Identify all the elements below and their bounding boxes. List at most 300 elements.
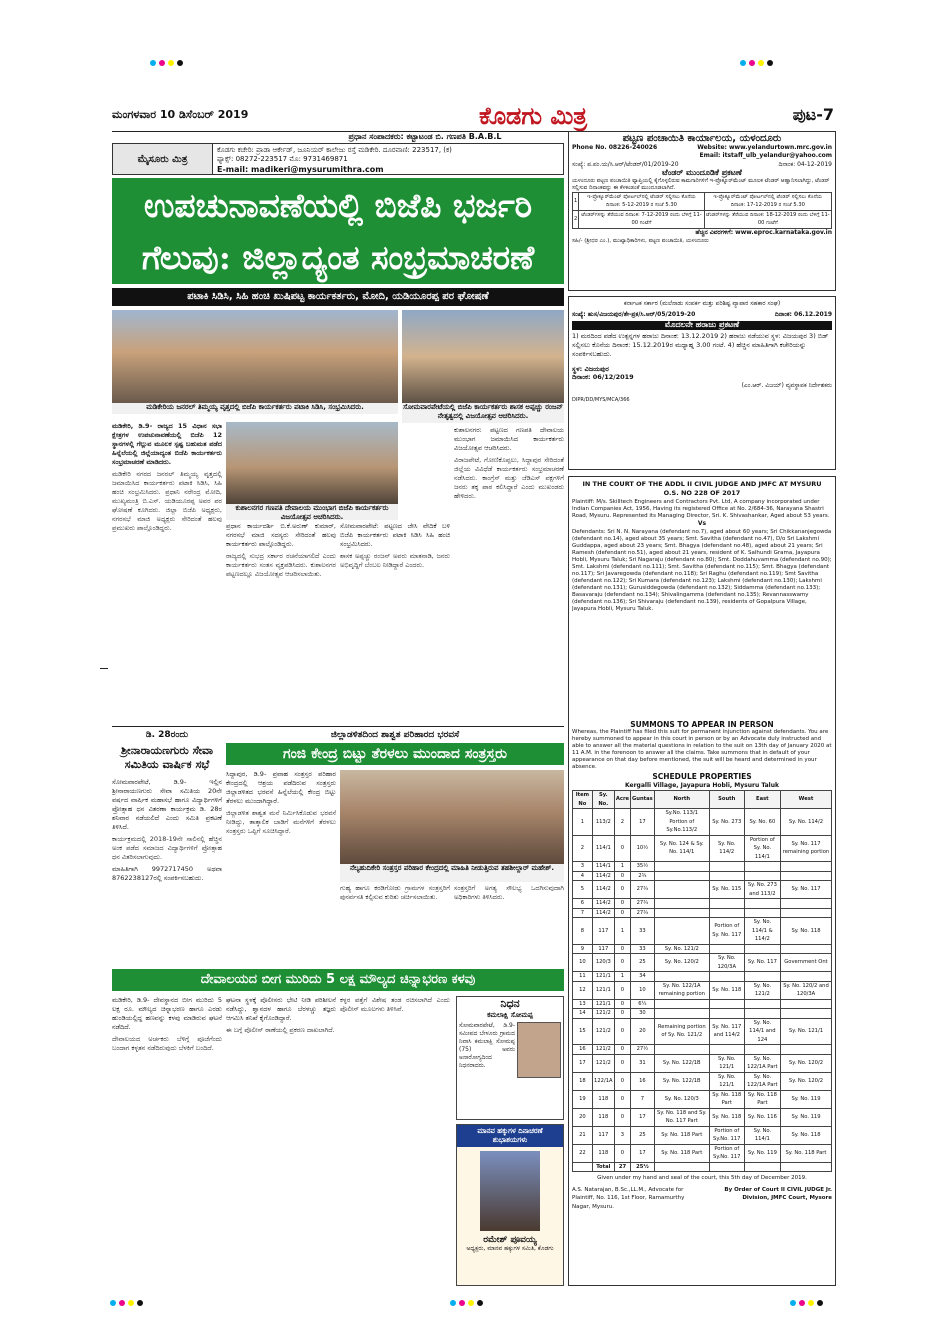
color-registration-dots	[740, 60, 773, 66]
page-number: ಪುಟ-7	[792, 105, 834, 124]
table-cell: ಇ-ಪ್ರೊಕ್ಯೂರ್‌ಮೆಂಟ್ ಪೋರ್ಟಲ್‌ನಲ್ಲಿ ಟೆಂಡರ್ ಸಲ್ಲಿಸಲು ಕೊನೆಯ ದಿನಾಂಕ: 5-12-2019 ರ ಸಂಜೆ 5.30	[579, 192, 704, 210]
table-cell: 114/2	[592, 899, 614, 909]
table-cell: Sy. No. 118 and Sy. No. 117 Part	[654, 1108, 709, 1126]
table-cell: Sy. No. 121/2	[654, 944, 709, 954]
obituary-box	[456, 996, 564, 1120]
temple-theft-headline: ದೇವಾಲಯದ ಬೀಗ ಮುರಿದು 5 ಲಕ್ಷ ಮೌಲ್ಯದ ಚಿನ್ನಾಭರಣ ಕಳವು	[112, 969, 564, 991]
table-cell: 0	[614, 908, 630, 918]
schedule-table	[572, 790, 832, 1172]
ganji-headline: ಗಂಜಿ ಕೇಂದ್ರ ಬಿಟ್ಟು ತೆರಳಲು ಮುಂದಾದ ಸಂತ್ರಸ್ತರು	[226, 743, 564, 765]
table-cell: 12	[573, 981, 593, 999]
table-row	[573, 944, 832, 954]
table-cell: Sy. No. 121/2	[744, 981, 780, 999]
table-cell: 122/1A	[592, 1072, 614, 1090]
table-cell: 0	[614, 954, 630, 972]
ganji-body	[226, 770, 336, 966]
panchayat-notice-body: ಯಳಂದೂರು ಪಟ್ಟಣ ಪಂಚಾಯಿತಿ ವ್ಯಾಪ್ತಿಯಲ್ಲಿ ಕೈಗೊಳ್ಳಲಿರುವ ಕಾಮಗಾರಿಗಳಿಗೆ ಇ-ಪ್ರೊಕ್ಯೂರ್‌ಮೆಂಟ್ ಮೂಲಕ ಟೆಂಡರ್ ಆಹ್ವಾನಿಸಲಾಗಿದ್ದು, ಟೆಂಡರ್ ಸಲ್ಲಿಸುವ ದಿನಾಂಕವನ್ನು ಈ ಕೆಳಕಂಡಂತೆ ಮುಂದೂಡಲಾಗಿದೆ.	[572, 177, 830, 191]
table-cell: Sy. No. 114/2	[709, 835, 744, 862]
table-cell: Sy. No. 121/1	[780, 1018, 831, 1045]
ganji-text: ಜಿಲ್ಲಾಡಳಿತ ಶಾಶ್ವತ ಮನೆ ನಿರ್ಮಿಸಿಕೊಡುವ ಭರವಸೆ ನೀಡಿದ್ದು, ತಾತ್ಕಾಲಿಕ ಬಾಡಿಗೆ ಮನೆಗಳಿಗೆ ತೆರಳಲು ಸಂತ್ರಸ್ತರು ಒಪ್ಪಿಗೆ ಸೂಚಿಸಿದ್ದಾರೆ.	[226, 809, 336, 835]
panchayat-email: Email: itstaff_ulb_yelandur@yahoo.com	[699, 152, 832, 159]
table-cell: 22	[573, 1144, 593, 1162]
table-row	[573, 862, 832, 872]
court-given: Given under my hand and seal of the court, this 5th day of December 2019.	[597, 1175, 807, 1181]
table-row	[573, 999, 832, 1009]
table-cell: Sy. No. 118	[780, 918, 831, 945]
table-cell: Sy. No. 118	[780, 1126, 831, 1144]
table-cell: 17	[631, 1144, 655, 1162]
table-cell: 31	[631, 1054, 655, 1072]
table-cell	[654, 918, 709, 945]
table-cell: ಟೆಂಡರ್‌ಗಳನ್ನು ತೆರೆಯುವ ದಿನಾಂಕ: 18-12-2019 ರಂದು ಬೆಳಿಗ್ಗೆ 11-00 ಗಂಟೆಗೆ	[705, 211, 830, 226]
table-cell: 3	[573, 862, 593, 872]
court-summons-notice	[568, 476, 836, 1286]
table-cell: Sy. No. 120/3A	[709, 954, 744, 972]
table-cell: Sy. No. 118	[709, 1108, 744, 1126]
table-cell: 0	[614, 999, 630, 1009]
table-cell	[654, 862, 709, 872]
schedule-title: SCHEDULE PROPERTIES	[652, 772, 752, 781]
main-subhead: ಪಟಾಕಿ ಸಿಡಿಸಿ, ಸಿಹಿ ಹಂಚಿ ಖುಷಿಪಟ್ಟ ಕಾರ್ಯಕರ್ತರು, ಮೋದಿ, ಯಡಿಯೂರಪ್ಪ ಪರ ಘೋಷಣೆ	[112, 288, 564, 306]
table-cell: 5	[573, 881, 593, 899]
panchayat-phone: Phone No. 08226-240026	[572, 143, 658, 151]
table-cell	[654, 881, 709, 899]
table-cell: 17	[573, 1054, 593, 1072]
temple-theft-text: ಘಟನಾ ಸ್ಥಳಕ್ಕೆ ಪೊಲೀಸರು ಭೇಟಿ ನೀಡಿ ಪರಿಶೀಲನೆ ನಡೆಸಿದ್ದು, ಶ್ವಾನದಳ ಹಾಗೂ ಬೆರಳಚ್ಚು ತಜ್ಞರು ಆಗಮಿಸಿ ತನಿಖೆ ಕೈಗೊಂಡಿದ್ದಾರೆ.	[226, 996, 336, 1022]
temple-theft-body	[112, 996, 222, 1286]
table-cell: 33	[631, 918, 655, 945]
table-cell: 0	[614, 1045, 630, 1055]
table-row	[573, 981, 832, 999]
auction-body: 1) ಮರದಿಂದ ಪಡೆದ ಉತ್ಪನ್ನಗಳ ಹರಾಜು ದಿನಾಂಕ: 13.12.2019 2) ಹರಾಜು ನಡೆಯುವ ಸ್ಥಳ: ವಿಜಯಪುರ 3) ಬಿಡ್ ಸಲ್ಲಿಸಲು ಕೊನೆಯ ದಿನಾಂಕ: 15.12.2019ರ ಮಧ್ಯಾಹ್ನ 3.00 ಗಂಟೆ. 4) ಹೆಚ್ಚಿನ ಮಾಹಿತಿಗಾಗಿ ಕಚೇರಿಯನ್ನು ಸಂಪರ್ಕಿಸಬಹುದು.	[572, 331, 829, 358]
table-cell: 2	[573, 210, 579, 228]
column-header: West	[780, 791, 831, 809]
auction-signatory: (ಎಂ.ಆರ್. ವಿಜಯ್) ವ್ಯವಸ್ಥಾಪಕ ನಿರ್ದೇಶಕರು	[741, 381, 832, 389]
table-cell: 121/2	[592, 1054, 614, 1072]
table-cell: 17	[631, 809, 655, 836]
office-info-bar	[112, 143, 564, 175]
table-cell: Sy. No. 118 Part	[780, 1144, 831, 1162]
table-cell	[744, 908, 780, 918]
auction-date: ದಿನಾಂಕ: 06.12.2019	[774, 310, 832, 318]
obituary-title: ನಿಧನ	[500, 997, 520, 1010]
temple-theft-text: ದೇವಾಲಯದ ಅರ್ಚಕರು ಬೆಳಿಗ್ಗೆ ಪೂಜೆಗೆಂದು ಬಂದಾಗ ಕಳ್ಳತನ ನಡೆದಿರುವುದು ಬೆಳಕಿಗೆ ಬಂದಿದೆ.	[112, 1035, 222, 1052]
column-header: North	[654, 791, 709, 809]
ganji-kicker: ಜಿಲ್ಲಾಡಳಿತದಿಂದ ಶಾಶ್ವತ ಪರಿಹಾರದ ಭರವಸೆ	[330, 730, 460, 740]
temple-theft-text: ಮಡಿಕೇರಿ, ಡಿ.9- ದೇವಸ್ಥಾನದ ಬೀಗ ಮುರಿದು 5 ಲಕ್ಷ ರೂ. ಮೌಲ್ಯದ ಚಿನ್ನಾಭರಣ ಹಾಗೂ ಎರಡು ಹುಂಡಿಯಲ್ಲಿದ್ದ ಹಣವನ್ನು ಕಳವು ಮಾಡಿರುವ ಘಟನೆ ನಡೆದಿದೆ.	[112, 996, 222, 1031]
table-cell	[654, 908, 709, 918]
table-row	[573, 1126, 832, 1144]
table-total-row	[573, 1162, 832, 1172]
table-cell	[709, 1045, 744, 1055]
table-cell: 34	[631, 972, 655, 982]
srinarayana-text: ಕಾರ್ಯಕ್ರಮದಲ್ಲಿ 2018-19ನೇ ಸಾಲಿನಲ್ಲಿ ಹೆಚ್ಚಿನ ಅಂಕ ಪಡೆದ ಸಮಾಜದ ವಿದ್ಯಾರ್ಥಿಗಳಿಗೆ ಪ್ರೋತ್ಸಾಹ ಧನ ವಿತರಿಸಲಾಗುವುದು.	[112, 835, 222, 861]
greeting-role: ಅಧ್ಯಕ್ಷರು, ಮಾನವ ಹಕ್ಕುಗಳ ಸಮಿತಿ, ಕೊಡಗು	[466, 1245, 554, 1252]
column-header: Item No	[573, 791, 593, 809]
table-row	[573, 1144, 832, 1162]
table-cell: 121/2	[592, 1009, 614, 1019]
table-cell	[709, 1162, 744, 1172]
section-rule	[112, 726, 564, 727]
auction-notice	[568, 296, 836, 470]
table-row	[573, 908, 832, 918]
table-cell	[654, 899, 709, 909]
table-cell: Remaining portion of Sy. No. 121/2	[654, 1018, 709, 1045]
ganji-text: ಸಿದ್ದಾಪುರ, ಡಿ.9- ಪ್ರವಾಹ ಸಂತ್ರಸ್ತರ ಪರಿಹಾರ ಕೇಂದ್ರದಲ್ಲಿ ಆಶ್ರಯ ಪಡೆದಿರುವ ಸಂತ್ರಸ್ತರು ಜಿಲ್ಲಾಡಳಿತದ ಭರವಸೆ ಹಿನ್ನೆಲೆಯಲ್ಲಿ ಕೇಂದ್ರ ಬಿಟ್ಟು ತೆರಳಲು ಮುಂದಾಗಿದ್ದಾರೆ.	[226, 770, 336, 805]
table-cell	[744, 871, 780, 881]
table-cell: 1	[573, 809, 593, 836]
table-cell	[780, 899, 831, 909]
srinarayana-text: ಸೋಮವಾರಪೇಟೆ, ಡಿ.9- ಇಲ್ಲಿನ ಶ್ರೀನಾರಾಯಣಗುರು ಸೇವಾ ಸಮಿತಿಯ 20ನೇ ವರ್ಷದ ವಾರ್ಷಿಕ ಮಹಾಸಭೆ ಹಾಗೂ ವಿದ್ಯಾರ್ಥಿಗಳಿಗೆ ಪ್ರೋತ್ಸಾಹ ಧನ ವಿತರಣಾ ಕಾರ್ಯಕ್ರಮ ಡಿ. 28ರ ಶನಿವಾರ ನಡೆಯಲಿದೆ ಎಂದು ಸಮಿತಿ ಪ್ರಕಟಣೆ ತಿಳಿಸಿದೆ.	[112, 778, 222, 831]
column-header: Acre	[614, 791, 630, 809]
table-row	[573, 1072, 832, 1090]
court-case-number: O.S. NO 228 OF 2017	[663, 488, 741, 497]
table-cell	[780, 1045, 831, 1055]
office-contact	[213, 144, 563, 174]
table-cell: Sy. No. 117	[780, 881, 831, 899]
table-cell: 0	[614, 1090, 630, 1108]
table-cell: 1	[614, 918, 630, 945]
table-cell	[780, 1009, 831, 1019]
table-cell: 0	[614, 881, 630, 899]
table-cell: 121/1	[592, 972, 614, 982]
table-cell	[744, 1045, 780, 1055]
table-cell: Sy. No. 118 Part	[744, 1090, 780, 1108]
table-cell: 10½	[631, 835, 655, 862]
table-cell	[744, 999, 780, 1009]
table-cell	[780, 871, 831, 881]
table-cell: 9	[573, 944, 593, 954]
table-cell: 114/1	[592, 835, 614, 862]
table-cell: Sy. No. 122/1A Part	[744, 1072, 780, 1090]
table-cell: Sy. No. 118	[709, 981, 744, 999]
temple-theft-text: ಕಳ್ಳರ ಪತ್ತೆಗೆ ವಿಶೇಷ ತಂಡ ರಚಿಸಲಾಗಿದೆ ಎಂದು ಪೊಲೀಸ್ ಮೂಲಗಳು ತಿಳಿಸಿವೆ.	[340, 996, 450, 1013]
table-cell: ಟೆಂಡರ್‌ಗಳನ್ನು ತೆರೆಯುವ ದಿನಾಂಕ: 7-12-2019 ರಂದು ಬೆಳಿಗ್ಗೆ 11-00 ಗಂಟೆಗೆ	[579, 210, 704, 228]
table-cell: Sy. No. 121/1	[709, 1072, 744, 1090]
table-cell: 0	[614, 944, 630, 954]
table-cell: 27¾	[631, 899, 655, 909]
table-cell: 27¾	[631, 908, 655, 918]
table-cell: 117	[592, 944, 614, 954]
table-cell: Sy. No. 273 and 113/2	[744, 881, 780, 899]
table-cell: Sy.No. 113/1 Portion of Sy.No.113/2	[654, 809, 709, 836]
table-cell: 18	[573, 1072, 593, 1090]
table-cell	[744, 944, 780, 954]
court-plaintiff: Plaintiff: M/s. Skilltech Engineers and Contractors Pvt. Ltd, A company incorporated under Indian Companies Act, 1956, Having its registered Office at No. 2/684-36, Narayana Shastri Road, Mysuru. Represented its Managing Director, Sri. K. Shivashankar, Aged about 53 years.	[572, 499, 830, 519]
table-cell	[709, 871, 744, 881]
celebration-photo-somwarpet	[402, 310, 564, 403]
table-cell: 27½	[631, 1045, 655, 1055]
table-cell: Sy. No. 117 and 114/2	[709, 1018, 744, 1045]
table-cell: 114/2	[592, 908, 614, 918]
table-cell: 8	[573, 918, 593, 945]
table-cell: 0	[614, 1108, 630, 1126]
table-cell: Sy. No. 122/1B	[654, 1072, 709, 1090]
greeting-ad	[456, 1124, 564, 1286]
table-row	[573, 835, 832, 862]
table-row	[573, 1108, 832, 1126]
table-cell: 121/1	[592, 981, 614, 999]
table-cell: Sy. No. 122/1B	[654, 1054, 709, 1072]
table-cell: 0	[614, 1072, 630, 1090]
srinarayana-headline: ಶ್ರೀನಾರಾಯಣಗುರು ಸೇವಾ ಸಮಿತಿಯ ವಾರ್ಷಿಕ ಸಭೆ	[121, 744, 213, 771]
panchayat-footer: ಸಹಿ/- (ಶ್ರೀಧರ ಎಂ.), ಮುಖ್ಯಾಧಿಕಾರಿಗಳು, ಪಟ್ಟಣ ಪಂಚಾಯಿತಿ, ಯಳಂದೂರು	[572, 238, 709, 244]
table-cell: 6	[573, 899, 593, 909]
table-cell: ಇ-ಪ್ರೊಕ್ಯೂರ್‌ಮೆಂಟ್ ಪೋರ್ಟಲ್‌ನಲ್ಲಿ ಟೆಂಡರ್ ಸಲ್ಲಿಸಲು ಕೊನೆಯ ದಿನಾಂಕ: 17-12-2019 ರ ಸಂಜೆ 5.30	[704, 192, 831, 210]
table-cell: Portion of Sy.No. 117	[709, 1144, 744, 1162]
table-cell: 121/2	[592, 1018, 614, 1045]
main-story-text: ರಾಜ್ಯದಲ್ಲಿ ಸುಭದ್ರ ಸರ್ಕಾರ ರಚನೆಯಾಗಲಿದೆ ಎಂದು ಕಾರ್ಯಕರ್ತರು ಸಂತಸ ವ್ಯಕ್ತಪಡಿಸಿದರು. ಕುಶಾಲನಗರ ಪಟ್ಟಣದಲ್ಲೂ ವಿಜಯೋತ್ಸವ ಆಚರಿಸಲಾಯಿತು.	[226, 552, 336, 578]
table-cell: 10	[631, 981, 655, 999]
table-cell: Sy. No. 117	[744, 954, 780, 972]
greeting-name: ರಮೇಶ್ ಪೂವಯ್ಯ	[483, 1235, 537, 1245]
table-cell	[780, 1162, 831, 1172]
ganji-text: ಗುಹ್ಯ ಹಾಗೂ ಕರಡಿಗೋಡು ಗ್ರಾಮಗಳ ಸಂತ್ರಸ್ತರಿಗೆ ಪುನರ್ವಸತಿ ಕಲ್ಪಿಸುವ ಕುರಿತು ಚರ್ಚಿಸಲಾಯಿತು.	[340, 884, 450, 901]
color-registration-dots	[110, 1300, 143, 1306]
table-cell: 2	[614, 809, 630, 836]
table-cell: Total	[592, 1162, 614, 1172]
court-defendants: Defendants: Sri N. N. Narayana (defendant no.7), aged about 60 years; Sri Chikkananjegowda (defendant no.14), aged about 35 years; Smt. Savitha (defendant no.47), D/o Sri Lakshmi Guddappa, aged about 23 years; Smt. Bhagya (defendant no.48), aged about 21 years; Sri Ramesh (defendant no.51), aged about 21 years, resident of K. Salhundi Grama, Jayapura Hobli, Mysuru Taluk; Sri Nagaraju (defendant no.80); Smt. Doddahuvamma (defendant no.90); Smt. Lakshmi (defendant no.111); Smt. Savitha (defendant no.115); Smt. Bhagya (defendant no.117); Sri Javaregowda (defendant no.118); Sri Raghu (defendant no.119); Smt Savitha (defendant no.122); Sri Kumara (defendant no.123); Lakshmi (defendant no.130); Lakshmi (defendant no.131); Gurusiddegowda (defendant no.132); Siddamma (defendant no.133); Basavaraju (defendant no.134); Shivalingamma (defendant no.135); Revannasswamy (defendant no.136); Sri Shivaraju (defendant no.139), residents of Gopalpura Village, Jayapura Hobli, Mysuru Taluk.	[572, 528, 832, 612]
table-cell: 3	[614, 1126, 630, 1144]
table-cell: 20	[573, 1108, 593, 1126]
office-email: E-mail: madikeri@mysurumithra.com	[217, 164, 384, 174]
main-story-column-3	[340, 522, 450, 722]
obituary-name: ಕಮಲಾಕ್ಷಿ ಸೋಮಪ್ಪ	[487, 1011, 533, 1019]
table-cell: 0	[614, 1054, 630, 1072]
photo-caption-right: ಸೋಮವಾರಪೇಟೆಯಲ್ಲಿ ಬಿಜೆಪಿ ಕಾರ್ಯಕರ್ತರು ಶಾಸಕ ಅಪ್ಪಚ್ಚು ರಂಜನ್ ನೇತೃತ್ವದಲ್ಲಿ ವಿಜಯೋತ್ಸವ ಆಚರಿಸಿದರು.	[402, 403, 564, 423]
table-cell	[744, 1162, 780, 1172]
office-fax: ಫ್ಯಾಕ್ಸ್: 08272-223517 ಮೊ: 9731469871	[217, 155, 348, 164]
table-row	[573, 871, 832, 881]
table-cell	[709, 862, 744, 872]
obituary-text: ಸೋಮವಾರಪೇಟೆ, ಡಿ.9- ಸಮೀಪದ ಬೇಳೂರು ಗ್ರಾಮದ ನಿವಾಸಿ ಕಮಲಾಕ್ಷಿ ಸೋಮಪ್ಪ (75) ಅವರು ಅನಾರೋಗ್ಯದಿಂದ ನಿಧನರಾದರು.	[459, 1022, 515, 1069]
table-cell: 0	[614, 1144, 630, 1162]
table-cell	[780, 972, 831, 982]
panchayat-ref: ಸಂಖ್ಯೆ: ಪ.ಪಂ.ಯ/ಸಿ.ಆರ್/ಟೆಂಡರ್/01/2019-20	[572, 160, 679, 168]
main-story-lead: ಮಡಿಕೇರಿ, ಡಿ.9- ರಾಜ್ಯದ 15 ವಿಧಾನ ಸಭಾ ಕ್ಷೇತ್ರಗಳ ಉಪಚುನಾವಣೆಯಲ್ಲಿ ಬಿಜೆಪಿ 12 ಸ್ಥಾನಗಳಲ್ಲಿ ಗೆಲ್ಲುವ ಮೂಲಕ ಸ್ಪಷ್ಟ ಬಹುಮತ ಪಡೆದ ಹಿನ್ನೆಲೆಯಲ್ಲಿ ಜಿಲ್ಲೆಯಾದ್ಯಂತ ಬಿಜೆಪಿ ಕಾರ್ಯಕರ್ತರು ಸಂಭ್ರಮಾಚರಣೆ ಮಾಡಿದರು.	[112, 422, 222, 466]
table-cell: Sy. No. 116	[744, 1108, 780, 1126]
table-row	[573, 809, 832, 836]
main-story-text-2: ಪ್ರಧಾನ ಕಾರ್ಯದರ್ಶಿ ಬಿ.ಕೆ.ಅರುಣ್ ಕುಮಾರ್, ನಗರಸಭೆ ಮಾಜಿ ಸದಸ್ಯರು ಸೇರಿದಂತೆ ಹಲವು ಕಾರ್ಯಕರ್ತರು ಪಾಲ್ಗೊಂಡಿದ್ದರು.	[226, 522, 336, 548]
court-heading: IN THE COURT OF THE ADDL II CIVIL JUDGE AND JMFC AT MYSURU	[582, 480, 822, 488]
table-cell: Sy. No. 119	[744, 1144, 780, 1162]
table-cell: 16	[573, 1045, 593, 1055]
table-cell: Sy. No. 117 remaining portion	[780, 835, 831, 862]
table-cell: Sy. No. 119	[780, 1090, 831, 1108]
auction-ref: ಸಂಖ್ಯೆ: ಹುಸ/ವಿಜಯಪುರ/ತೇ-ಪ್ರಕ/ಸಿ.ಆರ್/05/2019-20	[572, 310, 696, 318]
table-cell: 121/2	[592, 1045, 614, 1055]
panchayat-notice-title: ಟೆಂಡರ್ ಮುಂದೂಡಿಕೆ ಪ್ರಕಟಣೆ	[662, 168, 742, 177]
table-cell: 30	[631, 1009, 655, 1019]
table-cell: 118	[592, 1108, 614, 1126]
table-cell: 117	[592, 1126, 614, 1144]
table-cell	[709, 899, 744, 909]
table-cell	[709, 999, 744, 1009]
celebration-photo-madikeri	[112, 310, 398, 403]
table-cell: Sy. No. 120/2	[780, 1072, 831, 1090]
greeting-heading: ಮಾನವ ಹಕ್ಕುಗಳ ದಿನಾಚರಣೆ ಶುಭಾಶಯಗಳು	[457, 1125, 563, 1147]
column-header: South	[709, 791, 744, 809]
temple-theft-body-col2	[226, 996, 336, 1286]
table-cell: 117	[592, 918, 614, 945]
ganji-body-col2	[340, 884, 450, 966]
table-cell: 27	[614, 1162, 630, 1172]
court-advocate: A.S. Natarajan, B.Sc.,LL.M., Advocate for Plaintiff, No. 116, 1st Floor, Ramamurthy Nagar, Mysuru.	[572, 1186, 685, 1210]
fold-mark	[100, 668, 108, 669]
srinarayana-dateline: ಡಿ. 28ರಂದು	[145, 730, 189, 740]
table-cell: Sy. No. 118 Part	[654, 1126, 709, 1144]
table-cell: Sy. No. 120/2	[780, 1054, 831, 1072]
table-cell: Portion of Sy. No. 117	[709, 918, 744, 945]
table-cell: 25	[631, 1126, 655, 1144]
srinarayana-phones: ಮಾಹಿತಿಗಾಗಿ 9972717450 ಅಥವಾ 8762238127ರಲ್ಲಿ ಸಂಪರ್ಕಿಸಬಹುದು.	[112, 865, 222, 882]
page-header	[112, 98, 834, 132]
table-cell: 6¼	[631, 999, 655, 1009]
table-cell: 21	[573, 1126, 593, 1144]
table-row	[573, 1054, 832, 1072]
auction-dept: ಕರ್ನಾಟಕ ಸರ್ಕಾರ (ಮಲೆನಾಡು ಸಂಪರ್ಕ ಮತ್ತು ಪರಿಶಿಷ್ಟ ವ್ಯಾಪಾರ ಸಹಕಾರ ಸಂಘ)	[623, 300, 781, 307]
table-cell	[654, 871, 709, 881]
table-header-row	[573, 791, 832, 809]
main-story-text: ಶಾಸಕ ಅಪ್ಪಚ್ಚು ರಂಜನ್ ಅವರು ಮಾತನಾಡಿ, ಜನರು ಅಭಿವೃದ್ಧಿಗೆ ಬೆಂಬಲ ನೀಡಿದ್ದಾರೆ ಎಂದರು.	[340, 552, 450, 569]
table-cell	[654, 1009, 709, 1019]
table-cell: 120/3	[592, 954, 614, 972]
table-cell: 15	[573, 1018, 593, 1045]
panchayat-date-table	[572, 192, 832, 229]
photo-caption-mid: ಕುಶಾಲನಗರ ಗಣಪತಿ ದೇವಾಲಯ ಮುಂಭಾಗ ಬಿಜೆಪಿ ಕಾರ್ಯಕರ್ತರು ವಿಜಯೋತ್ಸವ ಆಚರಿಸಿದರು.	[226, 504, 398, 520]
table-cell	[780, 908, 831, 918]
celebration-photo-kushalnagar	[226, 422, 398, 504]
relief-center-photo	[340, 770, 564, 864]
table-cell: Portion of Sy.No. 117	[709, 1126, 744, 1144]
auction-code: DIPR/DD/MYS/MCA/366	[572, 397, 630, 403]
table-cell	[654, 1162, 709, 1172]
table-row	[573, 210, 832, 228]
table-cell: Sy. No. 273	[709, 809, 744, 836]
table-cell: 113/2	[592, 809, 614, 836]
obituary-photo	[517, 1022, 561, 1078]
table-cell: 2¾	[631, 871, 655, 881]
table-cell: 118	[592, 1144, 614, 1162]
table-cell: 114/1	[592, 862, 614, 872]
table-cell	[744, 899, 780, 909]
table-cell: 0	[614, 1018, 630, 1045]
srinarayana-body	[112, 778, 222, 966]
main-story-column-2	[226, 522, 336, 722]
table-cell	[654, 1045, 709, 1055]
table-cell: 0	[614, 871, 630, 881]
table-cell: Sy. No. 121/1	[709, 1054, 744, 1072]
temple-theft-body-col3	[340, 996, 450, 1286]
table-cell: 1	[614, 972, 630, 982]
table-row	[573, 192, 832, 210]
table-cell: Sy. No. 122/1A remaining portion	[654, 981, 709, 999]
column-header: Sy. No.	[592, 791, 614, 809]
court-vs: Vs	[697, 520, 707, 527]
table-cell: Sy. No. 120/2 and 120/3A	[780, 981, 831, 999]
table-cell: Sy. No. 118 Part	[654, 1144, 709, 1162]
temple-theft-text: ಈ ಬಗ್ಗೆ ಪೊಲೀಸ್ ಠಾಣೆಯಲ್ಲಿ ಪ್ರಕರಣ ದಾಖಲಾಗಿದೆ.	[226, 1026, 335, 1034]
panchayat-office: ಪಟ್ಟಣ ಪಂಚಾಯಿತಿ ಕಾರ್ಯಾಲಯ, ಯಳಂದೂರು	[622, 133, 782, 144]
table-cell	[573, 1162, 593, 1172]
table-cell	[744, 862, 780, 872]
table-cell: 10	[573, 954, 593, 972]
table-cell	[780, 944, 831, 954]
table-row	[573, 918, 832, 945]
auction-title: ಮೊದಲನೇ ಹರಾಜು ಪ್ರಕಟಣೆ	[572, 321, 832, 330]
table-cell	[709, 908, 744, 918]
table-cell: 7	[631, 1090, 655, 1108]
table-cell: Sy. No. 120/2	[654, 954, 709, 972]
table-cell: 2	[573, 835, 593, 862]
table-row	[573, 1018, 832, 1045]
color-registration-dots	[790, 1300, 823, 1306]
table-cell: 19	[573, 1090, 593, 1108]
table-cell: Sy. No. 114/1 & 114/2	[744, 918, 780, 945]
main-story-text-3: ಸೋಮವಾರಪೇಟೆ: ಪಟ್ಟಣದ ಜೇಸಿ ವೇದಿಕೆ ಬಳಿ ಬಿಜೆಪಿ ಕಾರ್ಯಕರ್ತರು ಪಟಾಕಿ ಸಿಡಿಸಿ ಸಿಹಿ ಹಂಚಿ ಸಂಭ್ರಮಿಸಿದರು.	[340, 522, 450, 548]
table-cell: Sy. No. 114/1 and 124	[744, 1018, 780, 1045]
table-cell: 16	[631, 1072, 655, 1090]
table-cell: Sy. No. 118 Part	[709, 1090, 744, 1108]
table-cell: 33	[631, 944, 655, 954]
schedule-subtitle: Kergalli Village, Jayapura Hobli, Mysuru Taluk	[624, 781, 780, 789]
table-cell: 1	[573, 192, 579, 210]
table-cell: Portion of Sy. No. 114/1	[744, 835, 780, 862]
issue-date: ಮಂಗಳವಾರ 10 ಡಿಸೆಂಬರ್ 2019	[112, 108, 249, 121]
table-cell: 17	[631, 1108, 655, 1126]
table-cell: Sy. No. 120/3	[654, 1090, 709, 1108]
table-cell	[654, 999, 709, 1009]
table-cell: 11	[573, 972, 593, 982]
table-cell	[744, 1009, 780, 1019]
table-cell	[780, 999, 831, 1009]
table-cell: Sy. No. 114/1	[744, 1126, 780, 1144]
ganji-body-col3	[454, 884, 564, 966]
table-cell: Government Ont	[780, 954, 831, 972]
auction-place: ಸ್ಥಳ: ವಿಜಯಪುರ	[572, 364, 609, 373]
table-cell: 35½	[631, 862, 655, 872]
auction-sign-date: ದಿನಾಂಕ: 06/12/2019	[572, 373, 634, 381]
headline-line-1: ಉಪಚುನಾವಣೆಯಲ್ಲಿ ಬಿಜೆಪಿ ಭರ್ಜರಿ	[143, 186, 533, 225]
table-cell: 14	[573, 1009, 593, 1019]
table-cell	[654, 972, 709, 982]
table-cell: 1	[614, 862, 630, 872]
table-cell	[709, 972, 744, 982]
panchayat-tender-notice	[568, 131, 836, 291]
table-row	[573, 972, 832, 982]
panchayat-portal: ಹೆಚ್ಚಿನ ವಿವರಗಳಿಗೆ: www.eproc.karnataka.gov.in	[695, 228, 832, 236]
table-cell	[709, 1009, 744, 1019]
table-cell: 4	[573, 871, 593, 881]
ganji-text: ಸಂತ್ರಸ್ತರಿಗೆ ಅಗತ್ಯ ಸೌಲಭ್ಯ ಒದಗಿಸುವುದಾಗಿ ಅಧಿಕಾರಿಗಳು ತಿಳಿಸಿದರು.	[454, 884, 564, 901]
table-row	[573, 1090, 832, 1108]
table-cell: 25½	[631, 1162, 655, 1172]
table-row	[573, 1045, 832, 1055]
table-row	[573, 1009, 832, 1019]
photo-caption-left: ಮಡಿಕೇರಿಯ ಜನರಲ್ ತಿಮ್ಮಯ್ಯ ವೃತ್ತದಲ್ಲಿ ಬಿಜೆಪಿ ಕಾರ್ಯಕರ್ತರು ಪಟಾಕಿ ಸಿಡಿಸಿ, ಸಂಭ್ರಮಿಸಿದರು.	[112, 403, 398, 414]
table-cell: 0	[614, 899, 630, 909]
table-row	[573, 881, 832, 899]
table-cell: 20	[631, 1018, 655, 1045]
table-cell	[744, 972, 780, 982]
office-address: ಕೊಡಗು ಕಚೇರಿ: ಪ್ರಾಡಾ ಆರ್ಕೇಡ್, ಜೂನಿಯರ್ ಕಾಲೇಜು ರಸ್ತೆ ಮಡಿಕೇರಿ. ದೂರವಾಣಿ: 223517, (ಕ)	[217, 146, 452, 154]
mysuru-mithra-logo: ಮೈಸೂರು ಮಿತ್ರ	[113, 144, 213, 174]
panchayat-date: ದಿನಾಂಕ: 04-12-2019	[778, 160, 832, 168]
table-cell: Sy. No. 114/2	[780, 809, 831, 836]
court-order: By Order of Court II CIVIL JUDGE Jr. Division, JMFC Court, Mysore	[724, 1186, 832, 1201]
column-header: East	[744, 791, 780, 809]
table-cell: 0	[614, 1009, 630, 1019]
